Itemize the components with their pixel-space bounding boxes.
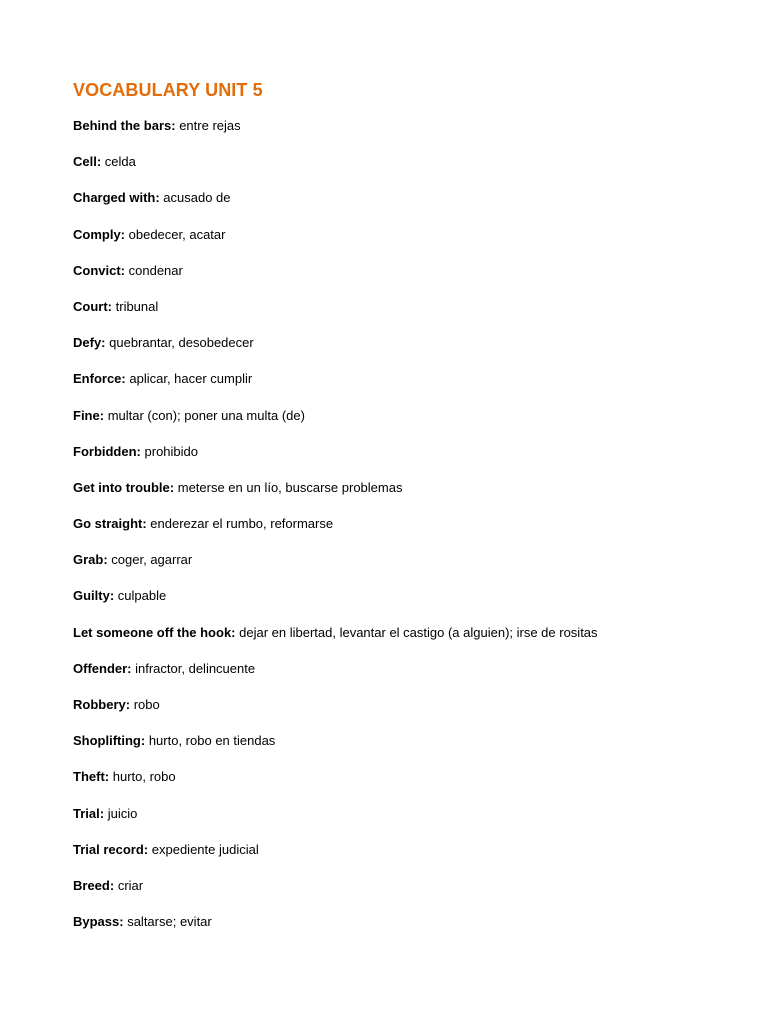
vocabulary-list xyxy=(73,118,733,930)
vocabulary-entry xyxy=(73,335,733,351)
vocabulary-definition: saltarse; evitar xyxy=(127,914,212,930)
vocabulary-definition: enderezar el rumbo, reformarse xyxy=(150,516,334,532)
vocabulary-definition: infractor, delincuente xyxy=(135,660,256,676)
vocabulary-entry xyxy=(73,769,733,785)
vocabulary-entry xyxy=(73,806,733,822)
vocabulary-entry xyxy=(73,263,733,279)
vocabulary-term: Offender: xyxy=(73,660,132,676)
vocabulary-definition: prohibido xyxy=(144,443,199,459)
vocabulary-definition: quebrantar, desobedecer xyxy=(109,335,254,351)
vocabulary-term: Shoplifting: xyxy=(73,733,146,749)
vocabulary-term: Fine: xyxy=(73,407,105,423)
vocabulary-term: Trial record: xyxy=(73,841,149,857)
vocabulary-definition: celda xyxy=(104,154,136,170)
vocabulary-term: Trial: xyxy=(73,805,105,821)
vocabulary-term: Breed: xyxy=(73,877,115,893)
vocabulary-term: Robbery: xyxy=(73,697,131,712)
vocabulary-entry xyxy=(73,118,733,134)
vocabulary-term: Comply: xyxy=(73,226,125,242)
vocabulary-term: Theft: xyxy=(73,769,110,785)
vocabulary-term: Charged with: xyxy=(73,190,160,206)
vocabulary-definition: culpable xyxy=(117,588,167,604)
vocabulary-entry xyxy=(73,842,733,858)
vocabulary-definition: expediente judicial xyxy=(151,841,259,857)
vocabulary-term: Go straight: xyxy=(73,516,147,532)
vocabulary-term: Cell: xyxy=(73,154,102,170)
vocabulary-term: Enforce: xyxy=(73,371,126,387)
vocabulary-definition: dejar en libertad, levantar el castigo (a alguien); irse de rositas xyxy=(239,624,598,640)
vocabulary-entry xyxy=(73,408,733,424)
vocabulary-definition: juicio xyxy=(107,805,138,821)
vocabulary-definition: tribunal xyxy=(115,298,159,314)
vocabulary-definition: robo xyxy=(133,697,160,712)
vocabulary-entry xyxy=(73,516,733,532)
vocabulary-term: Convict: xyxy=(73,262,125,278)
document-page xyxy=(73,79,733,950)
vocabulary-entry xyxy=(73,878,733,894)
vocabulary-entry xyxy=(73,552,733,568)
vocabulary-term: Get into trouble: xyxy=(73,479,175,495)
vocabulary-term: Forbidden: xyxy=(73,443,141,459)
vocabulary-term: Guilty: xyxy=(73,588,115,604)
vocabulary-definition: criar xyxy=(117,877,144,893)
vocabulary-entry xyxy=(73,227,733,243)
vocabulary-definition: multar (con); poner una multa (de) xyxy=(107,407,305,423)
vocabulary-entry xyxy=(73,154,733,170)
vocabulary-entry xyxy=(73,733,733,749)
vocabulary-definition: hurto, robo xyxy=(112,769,176,785)
vocabulary-definition: coger, agarrar xyxy=(111,552,193,568)
vocabulary-entry xyxy=(73,661,733,677)
vocabulary-entry xyxy=(73,480,733,496)
vocabulary-term: Behind the bars: xyxy=(73,118,176,133)
page-title: VOCABULARY UNIT 5 xyxy=(73,80,263,100)
vocabulary-term: Defy: xyxy=(73,335,106,351)
vocabulary-term: Grab: xyxy=(73,552,108,568)
vocabulary-entry xyxy=(73,299,733,315)
vocabulary-entry xyxy=(73,697,733,713)
vocabulary-entry xyxy=(73,444,733,460)
vocabulary-entry xyxy=(73,625,733,641)
vocabulary-term: Let someone off the hook: xyxy=(73,624,236,640)
vocabulary-definition: meterse en un lío, buscarse problemas xyxy=(177,479,403,495)
vocabulary-term: Court: xyxy=(73,298,112,314)
vocabulary-definition: condenar xyxy=(128,262,183,278)
vocabulary-entry xyxy=(73,914,733,930)
vocabulary-entry xyxy=(73,371,733,387)
vocabulary-definition: aplicar, hacer cumplir xyxy=(129,371,253,387)
vocabulary-term: Bypass: xyxy=(73,914,124,930)
vocabulary-definition: entre rejas xyxy=(179,118,241,133)
vocabulary-entry xyxy=(73,190,733,206)
vocabulary-definition: hurto, robo en tiendas xyxy=(148,733,276,749)
vocabulary-definition: acusado de xyxy=(163,190,231,206)
vocabulary-definition: obedecer, acatar xyxy=(128,226,226,242)
vocabulary-entry xyxy=(73,588,733,604)
